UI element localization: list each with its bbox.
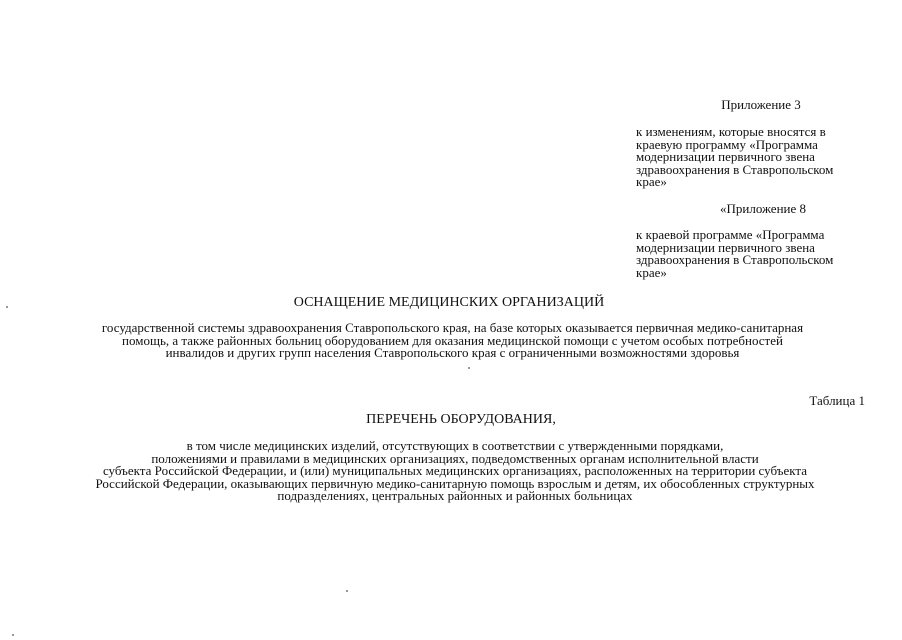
table-subtitle-line: в том числе медицинских изделий, отсутствующих в соответствии с утвержденными порядками, [186, 438, 724, 453]
appendix-3-title: Приложение 3 [721, 97, 801, 112]
appendix-8-title: «Приложение 8 [719, 201, 807, 216]
subtitle-line: помощь, а также районных больниц оборудованием для оказания медицинской помощи с учетом особых потребностей [122, 332, 783, 348]
table-subtitle-line: подразделениях, центральных районных и районных больницах [277, 488, 633, 503]
scan-speck [6, 306, 8, 308]
table-subtitle-line: положениями и правилами в медицинских организациях, подведомственных органам исполнительной власти [151, 450, 759, 466]
table-subtitle-line: субъекта Российской Федерации, и (или) муниципальных медицинских организациях, расположенных на территории субъекта [102, 463, 808, 478]
subtitle-line: государственной системы здравоохранения Ставропольского края, на базе которых оказывается первичная медико-санитарная [101, 320, 804, 335]
subtitle-line: инвалидов и других групп населения Ставропольского края с ограниченными возможностями здоровья [165, 345, 740, 360]
scan-speck [12, 634, 14, 636]
appendix-8-body: к краевой программе «Программа модернизации первичного звена здравоохранения в Ставропольском крае» [636, 227, 834, 280]
document-title: ОСНАЩЕНИЕ МЕДИЦИНСКИХ ОРГАНИЗАЦИЙ [293, 295, 605, 310]
scan-speck [468, 367, 470, 369]
scan-speck [346, 590, 348, 592]
table-label: Таблица 1 [809, 393, 865, 408]
appendix-3-body: к изменениям, которые вносятся в краевую программу «Программа модернизации первичного звена здравоохранения в Ставропольском крае» [636, 124, 834, 189]
table-title: ПЕРЕЧЕНЬ ОБОРУДОВАНИЯ, [366, 412, 556, 427]
document-subtitle [30, 322, 875, 360]
table-subtitle [25, 440, 885, 503]
table-subtitle-line: Российской Федерации, оказывающих первичную медико-санитарную помощь взрослым и детям, их обособленных структурных [95, 475, 815, 491]
